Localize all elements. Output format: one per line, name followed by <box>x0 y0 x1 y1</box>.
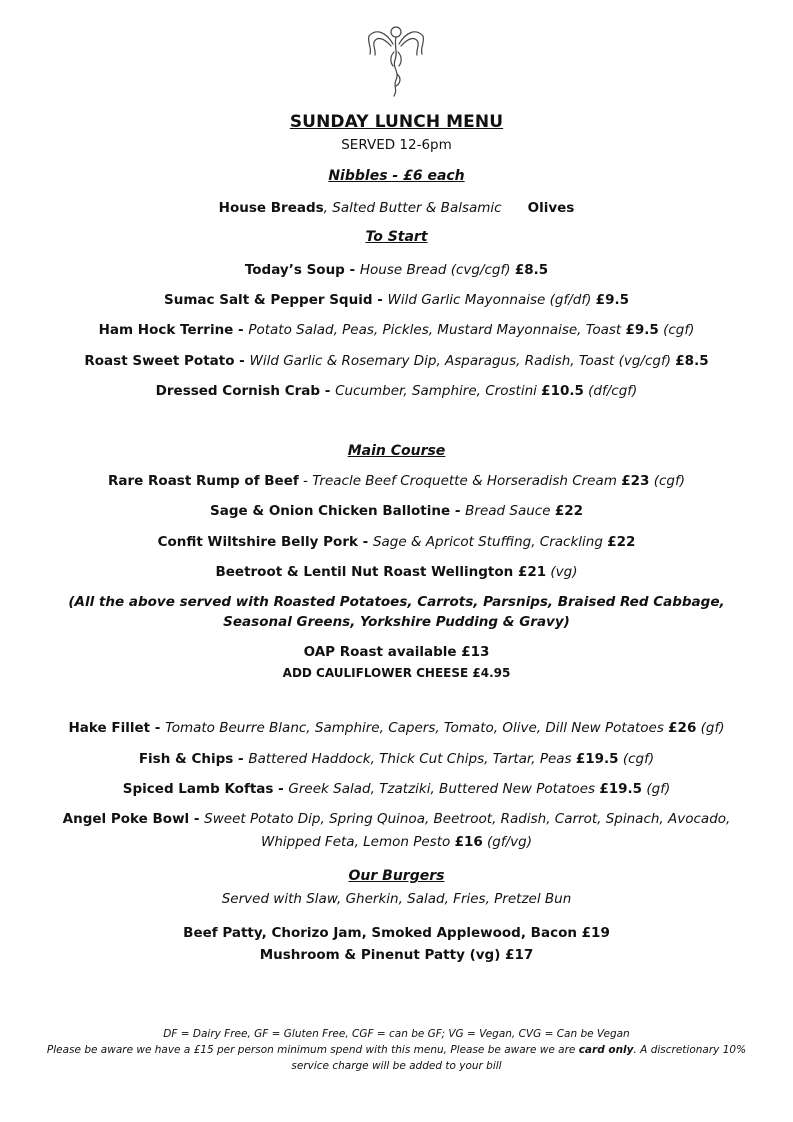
burger-item: Beef Patty, Chorizo Jam, Smoked Applewood, Bacon £19 <box>183 925 610 941</box>
item-desc: Battered Haddock, Thick Cut Chips, Tartar, Peas <box>248 751 576 767</box>
burgers-subtitle: Served with Slaw, Gherkin, Salad, Fries, Pretzel Bun <box>221 891 572 907</box>
item-desc: House Bread (cvg/cgf) <box>359 262 515 278</box>
item-tags: (df/cgf) <box>583 383 638 399</box>
item-desc: Whipped Feta, Lemon Pesto <box>260 834 455 850</box>
item-price: £19.5 <box>575 751 619 767</box>
item-price: £10.5 <box>541 383 584 399</box>
item-price: £26 <box>668 720 697 736</box>
starters-heading: To Start <box>365 229 428 245</box>
card-only: card only <box>578 1044 634 1056</box>
menu-item <box>0 811 793 827</box>
item-price: £8.5 <box>514 262 549 278</box>
item-name: Roast Sweet Potato - <box>84 353 250 369</box>
item-desc: Bread Sauce <box>465 503 555 519</box>
nibble-desc: , Salted Butter & Balsamic <box>323 200 502 216</box>
menu-item <box>0 751 793 767</box>
item-price: £22 <box>554 503 583 519</box>
item-tags: (gf/vg) <box>482 834 533 850</box>
payment-note-text: Please be aware we have a £15 per person minimum spend with this menu, Please be aware we are <box>46 1044 579 1056</box>
item-tags: (cgf) <box>649 473 685 489</box>
add-on: ADD CAULIFLOWER CHEESE £4.95 <box>282 666 511 680</box>
burger-item: Mushroom & Pinenut Patty (vg) £17 <box>259 947 534 963</box>
item-price: £8.5 <box>675 353 709 369</box>
menu-item <box>0 353 793 369</box>
item-desc: Wild Garlic & Rosemary Dip, Asparagus, Radish, Toast (vg/cgf) <box>249 353 676 369</box>
oap-roast: OAP Roast available £13 <box>303 644 490 660</box>
item-desc: Sweet Potato Dip, Spring Quinoa, Beetroot, Radish, Carrot, Spinach, Avocado, <box>204 811 731 827</box>
item-name: Hake Fillet - <box>68 720 166 736</box>
item-name: Spiced Lamb Koftas - <box>122 781 289 797</box>
item-name: Confit Wiltshire Belly Pork - <box>157 534 373 550</box>
menu-item <box>0 473 793 489</box>
item-name: Rare Roast Rump of Beef <box>108 473 299 489</box>
item-tags: (cgf) <box>658 322 695 338</box>
item-name: Ham Hock Terrine - <box>98 322 249 338</box>
menu-item <box>0 564 793 580</box>
menu-item <box>0 534 793 550</box>
item-tags: (gf) <box>696 720 725 736</box>
item-desc: Greek Salad, Tzatziki, Buttered New Potatoes <box>288 781 600 797</box>
served-with-note: Seasonal Greens, Yorkshire Pudding & Gravy) <box>223 614 570 630</box>
item-desc: Potato Salad, Peas, Pickles, Mustard Mayonnaise, Toast <box>248 322 626 338</box>
item-desc: Wild Garlic Mayonnaise (gf/df) <box>387 292 596 308</box>
item-tags: (cgf) <box>618 751 655 767</box>
item-name: Angel Poke Bowl - <box>62 811 205 827</box>
menu-item <box>0 781 793 797</box>
payment-note <box>0 1042 793 1058</box>
item-name: Beetroot & Lentil Nut Roast Wellington <box>215 564 518 580</box>
item-desc: Sage & Apricot Stuffing, Crackling <box>372 534 608 550</box>
nibbles-heading: Nibbles - £6 each <box>328 168 465 184</box>
item-price: £19.5 <box>599 781 643 797</box>
mains-heading: Main Course <box>347 443 446 459</box>
service-charge-note: service charge will be added to your bill <box>291 1060 502 1072</box>
item-desc: - Treacle Beef Croquette & Horseradish Cream <box>298 473 622 489</box>
menu-title: SUNDAY LUNCH MENU <box>289 112 504 132</box>
item-price: £21 <box>517 564 547 580</box>
angel-logo-icon <box>364 22 428 100</box>
item-price: £22 <box>607 534 636 550</box>
item-name: Fish & Chips - <box>138 751 249 767</box>
nibbles-line <box>0 200 793 216</box>
item-name: Sumac Salt & Pepper Squid - <box>164 292 388 308</box>
menu-item <box>0 383 793 399</box>
item-tags: (vg) <box>546 564 578 580</box>
item-name: Dressed Cornish Crab - <box>155 383 336 399</box>
menu-item <box>0 720 793 736</box>
served-hours: SERVED 12-6pm <box>341 137 452 153</box>
item-tags: (gf) <box>642 781 671 797</box>
burgers-heading: Our Burgers <box>348 868 445 884</box>
nibble-name: Olives <box>527 200 575 216</box>
menu-item <box>0 292 793 308</box>
dietary-key: DF = Dairy Free, GF = Gluten Free, CGF = can be GF; VG = Vegan, CVG = Can be Vegan <box>163 1028 630 1040</box>
item-desc: Tomato Beurre Blanc, Samphire, Capers, Tomato, Olive, Dill New Potatoes <box>165 720 669 736</box>
menu-item-continued <box>0 834 793 850</box>
payment-note-text: . A discretionary 10% <box>633 1044 747 1056</box>
item-name: Sage & Onion Chicken Ballotine - <box>210 503 466 519</box>
menu-item <box>0 322 793 338</box>
served-with-note: (All the above served with Roasted Potatoes, Carrots, Parsnips, Braised Red Cabbage, <box>68 594 725 610</box>
menu-item <box>0 503 793 519</box>
menu-item <box>0 262 793 278</box>
item-name: Today’s Soup - <box>244 262 360 278</box>
item-desc: Cucumber, Samphire, Crostini <box>335 383 542 399</box>
item-price: £23 <box>621 473 650 489</box>
item-price: £9.5 <box>625 322 659 338</box>
item-price: £9.5 <box>595 292 629 308</box>
item-price: £16 <box>454 834 483 850</box>
nibble-name: House Breads <box>218 200 324 216</box>
